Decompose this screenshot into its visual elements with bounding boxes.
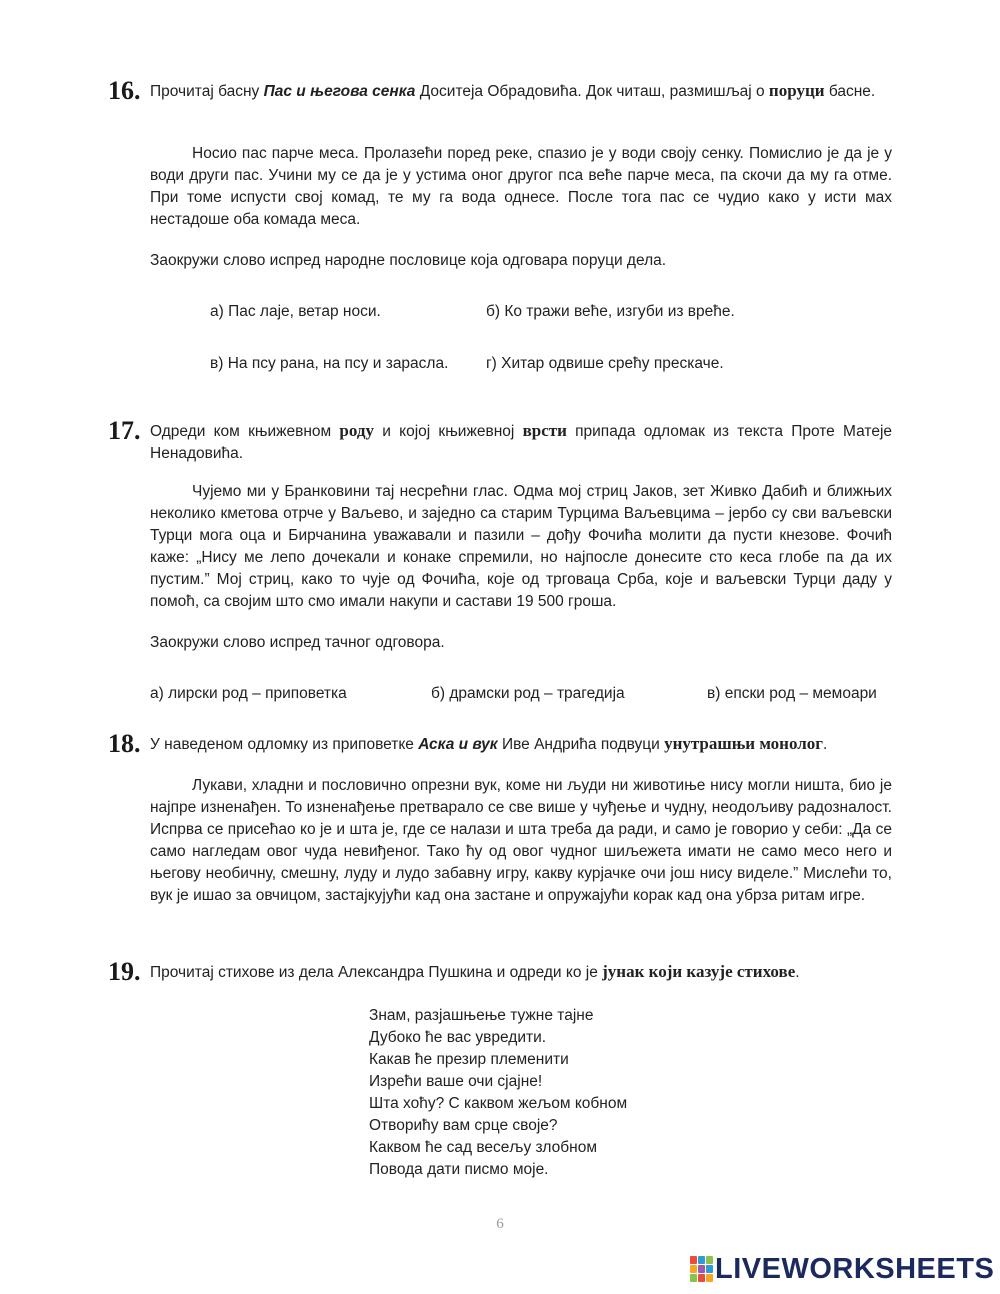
question-prompt: Одреди ком књижевном роду и којој књижевној врсти припада одломак из текста Проте Матеје Ненадовића. — [150, 421, 893, 462]
work-title: Пас и његова сенка — [263, 83, 416, 100]
work-title: Аска и вук — [418, 736, 498, 753]
poem-line: Повода дати писмо моје. — [369, 1161, 549, 1178]
question-16 — [108, 76, 892, 105]
instruction-17: Заокружи слово испред тачног одговора. — [150, 634, 445, 651]
poem-line: Каквом ће сад весељу злобном — [369, 1139, 597, 1156]
question-19 — [108, 957, 892, 986]
option-a[interactable]: а) лирски род – приповетка — [150, 685, 347, 702]
bold-term: роду — [339, 421, 374, 440]
question-number: 17. — [108, 416, 141, 445]
question-18 — [108, 729, 892, 758]
bold-term: поруци — [768, 81, 825, 100]
option-c[interactable]: в) На псу рана, на псу и зарасла. — [210, 355, 449, 372]
page-number: 6 — [496, 1216, 504, 1232]
passage-17: Чујемо ми у Бранковини тај несрећни глас. Одма мој стриц Јаков, зет Живко Дабић и ближњих неколико кметова отрче у Ваљево, и заједно са старим Турцима Ваљевцима – јербо су сви ваљевски Турци мога оца и Бирчанина уважавали и пазили – дођу Фочића молити да пусти кнезове. Фочић каже: „Нису ме лепо дочекали и конаке спремили, но најпосле донесите сто кеса глобе па да их пустим.” Мој стриц, како то чује од Фочића, које од трговаца Срба, које и ваљевски Турци даду у помоћ, са својим што смо имали накупи и састави 19 500 гроша. — [150, 483, 892, 610]
option-b[interactable]: б) драмски род – трагедија — [431, 685, 625, 702]
question-number: 18. — [108, 729, 141, 758]
poem-line: Дубоко ће вас увредити. — [369, 1029, 547, 1046]
question-17 — [108, 416, 893, 465]
liveworksheets-logo[interactable] — [690, 1254, 994, 1284]
question-prompt: Прочитај басну Пас и његова сенка Доситеја Обрадовића. Док читаш, размишљај о поруци басне. — [150, 81, 876, 100]
poem-line: Шта хоћу? С каквом жељом кобном — [369, 1095, 628, 1112]
poem-line: Отворићу вам срце своје? — [369, 1117, 558, 1134]
question-number: 16. — [108, 76, 141, 105]
instruction-16: Заокружи слово испред народне пословице која одговара поруци дела. — [150, 252, 667, 269]
passage-16: Носио пас парче меса. Пролазећи поред реке, спазио је у води своју сенку. Помислио је да је у води други пас. Учини му се да је у устима оног другог пса веће парче меса, па скочи да му га отме. При томе испусти свој комад, те му га вода однесе. После тога пас се чудио како у исти мах нестадоше оба комада меса. — [150, 145, 892, 228]
question-prompt: Прочитај стихове из дела Александра Пушкина и одреди ко је јунак који казује стихове. — [150, 962, 800, 981]
bold-term: врсти — [522, 421, 567, 440]
question-number: 19. — [108, 957, 141, 986]
option-b[interactable]: б) Ко тражи веће, изгуби из вреће. — [486, 303, 735, 320]
poem — [369, 1005, 627, 1181]
option-a[interactable]: а) Пас лаје, ветар носи. — [210, 303, 381, 320]
bold-term: јунак који казује стихове — [602, 962, 796, 981]
logo-text: LIVEWORKSHEETS — [715, 1252, 995, 1285]
bold-term: унутрашњи монолог — [664, 734, 823, 753]
poem-line: Изрећи ваше очи сјајне! — [369, 1073, 543, 1090]
logo-grid-icon — [690, 1256, 712, 1282]
poem-line: Какав ће презир племенити — [369, 1051, 569, 1068]
poem-line: Знам, разјашњење тужне тајне — [369, 1007, 594, 1024]
question-prompt: У наведеном одломку из приповетке Аска и вук Иве Андрића подвуци унутрашњи монолог. — [150, 734, 828, 753]
option-d[interactable]: г) Хитар одвише срећу прескаче. — [486, 355, 724, 372]
passage-18[interactable]: Лукави, хладни и пословично опрезни вук, коме ни људи ни животиње нису могли ништа, био је најпре изненађен. То изненађење претварало се све више у чуђење и чудну, неодољиву радозналост. Испрва се присећао ко је и шта је, где се налази и шта треба да ради, и само је говорио у себи: „Да се само нагледам овог чуда невиђеног. Тако ћу од овог чудног шиљежета имати не само месо него и његову необичну, смешну, луду и лудо забавну игру, какву курјачке очи још нису виделе.” Мислећи то, вук је ишао за овчицом, застајкујући кад она застане и опружајући корак кад она убрза ритам игре. — [150, 777, 892, 904]
option-c[interactable]: в) епски род – мемоари — [707, 685, 877, 702]
